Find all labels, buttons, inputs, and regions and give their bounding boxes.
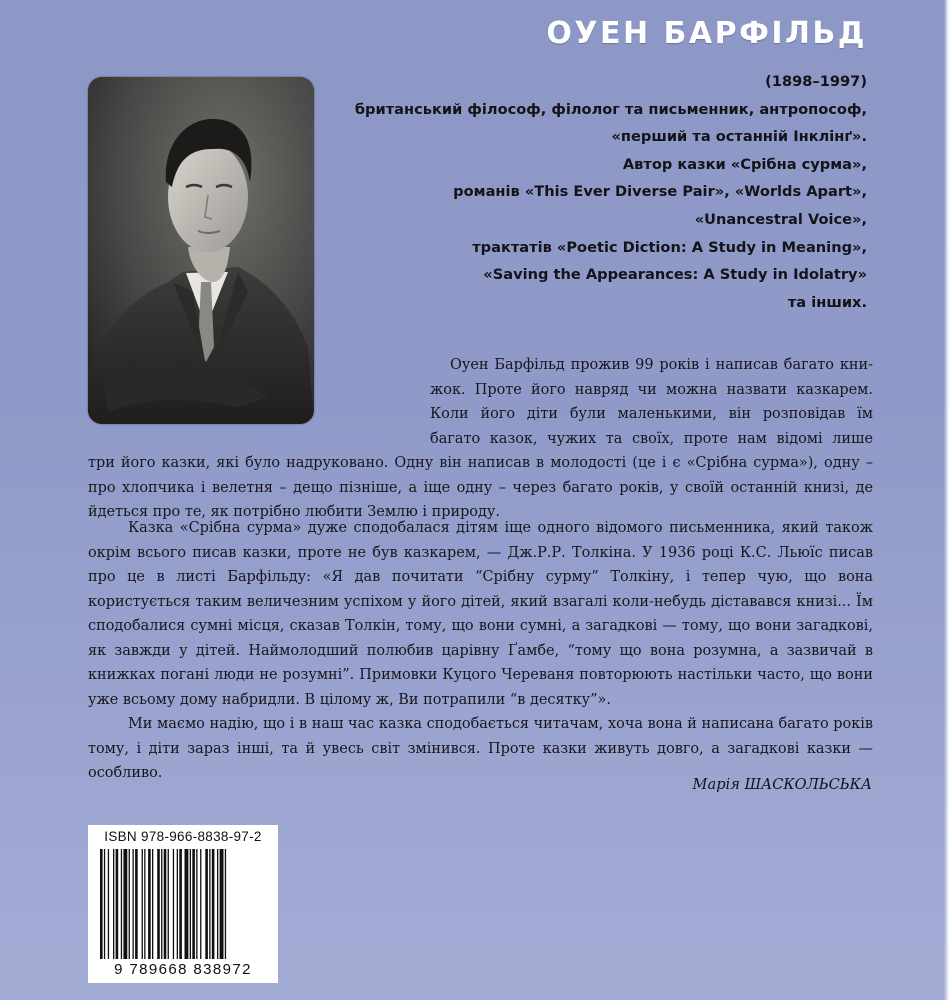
- bio-line: романів «This Ever Diverse Pair», «Worlds Apart»,: [453, 183, 867, 201]
- author-bio: [267, 68, 867, 316]
- paragraph-1-line: багато казок, чужих та своїх, проте нам відомі лише: [430, 430, 873, 447]
- paragraph-3-text: Ми маємо надію, що і в наш час казка сподобається читачам, хоча вона й написана багато років тому, і діти зараз інші, та й увесь світ змінився. Проте казки живуть довго, а загадкові казки — особливо.: [88, 716, 873, 781]
- barcode-bar: [116, 849, 119, 959]
- barcode-bar: [148, 849, 151, 959]
- barcode-bar: [133, 849, 134, 959]
- page-edge: [944, 0, 949, 1000]
- barcode-bar: [121, 849, 122, 959]
- barcode-bar: [157, 849, 160, 959]
- barcode-bar: [100, 849, 103, 959]
- bio-line: «Saving the Appearances: A Study in Idolatry»: [483, 266, 867, 284]
- barcode-bar: [152, 849, 153, 959]
- barcode-bar: [135, 849, 138, 959]
- barcode-bar: [144, 849, 145, 959]
- bio-line: «перший та останній Інклінґ».: [611, 128, 867, 146]
- barcode-bar: [200, 849, 201, 959]
- paragraph-3: [88, 712, 873, 786]
- barcode-bar: [212, 849, 215, 959]
- barcode-bar: [164, 849, 167, 959]
- paragraph-1: [88, 353, 873, 525]
- author-title: ОУЕН БАРФІЛЬД: [546, 16, 867, 51]
- barcode-bar: [190, 849, 191, 959]
- barcode-bar: [179, 849, 182, 959]
- barcode-bar: [185, 849, 189, 959]
- isbn-label: ISBN 978-966-8838-97-2: [104, 829, 262, 844]
- barcode-digits: 9 789668 838972: [114, 961, 252, 978]
- barcode-bar: [205, 849, 208, 959]
- barcode-bar: [113, 849, 114, 959]
- bio-line: Автор казки «Срібна сурма»,: [622, 155, 867, 173]
- paragraph-1-line: жок. Проте його навряд чи можна назвати казкарем.: [430, 381, 873, 398]
- bio-line: британський філософ, філолог та письменник, антропософ,: [354, 100, 867, 118]
- paragraph-1-line: Оуен Барфільд прожив 99 років і написав багато кни-: [450, 357, 873, 373]
- barcode-bar: [196, 849, 197, 959]
- barcode-bar: [129, 849, 130, 959]
- bio-line: трактатів «Poetic Diction: A Study in Meaning»,: [472, 238, 867, 256]
- barcode-bar: [177, 849, 178, 959]
- signature: Марія ШАСКОЛЬСЬКА: [692, 776, 872, 793]
- isbn-barcode: [88, 825, 278, 983]
- barcode-bars: [100, 849, 266, 959]
- barcode-bar: [168, 849, 169, 959]
- barcode-bar: [173, 849, 174, 959]
- paragraph-1-line: Коли його діти були маленькими, він розповідав їм: [430, 406, 873, 422]
- barcode-bar: [225, 849, 226, 959]
- barcode-bar: [220, 849, 224, 959]
- paragraph-2-text: Казка «Срібна сурма» дуже сподобалася дітям іще одного відомого письменника, який також окрім всього писав казки, проте не був казкарем, — Дж.Р.Р. Толкіна. У 1936 році К.С. Льюїс писав про це в листі Барфільду: «Я дав почитати “Срібну сурму” Толкіну, і тепер чую, що вона користується таким величезним успіхом у його дітей, який взагалі коли-небудь діставався книзі... Їм сподобалися сумні місця, сказав Толкін, тому, що вони сумні, а загадкові — тому, що вони загадкові, як завжди у дітей. Наймолодший полюбив царівну Ґамбе, “тому що вона розумна, а зазвичай в книжках погані люди не розумні”. Примовки Куцого Череваня повторюють настільки часто, що вони уже всьому дому набридли. В цілому ж, Ви потрапили “в десятку”».: [88, 520, 873, 708]
- barcode-bar: [108, 849, 109, 959]
- barcode-bar: [104, 849, 105, 959]
- bio-line: та інших.: [787, 293, 867, 311]
- barcode-bar: [209, 849, 210, 959]
- barcode-bar: [161, 849, 162, 959]
- barcode-bar: [192, 849, 195, 959]
- paragraph-2: [88, 516, 873, 712]
- bio-line: (1898–1997): [765, 73, 867, 90]
- barcode-bar: [217, 849, 218, 959]
- bio-line: «Unancestral Voice»,: [694, 210, 867, 228]
- barcode-bar: [123, 849, 127, 959]
- barcode-bar: [142, 849, 143, 959]
- paragraph-1-rest: три його казки, які було надруковано. Одну він написав в молодості (це і є «Срібна сурма»), одну – про хлопчика і велетня – дещо пізніше, а іще одну – через багато років, у своїй останній книзі, де йдеться про те, як потрібно любити Землю і природу.: [88, 455, 873, 520]
